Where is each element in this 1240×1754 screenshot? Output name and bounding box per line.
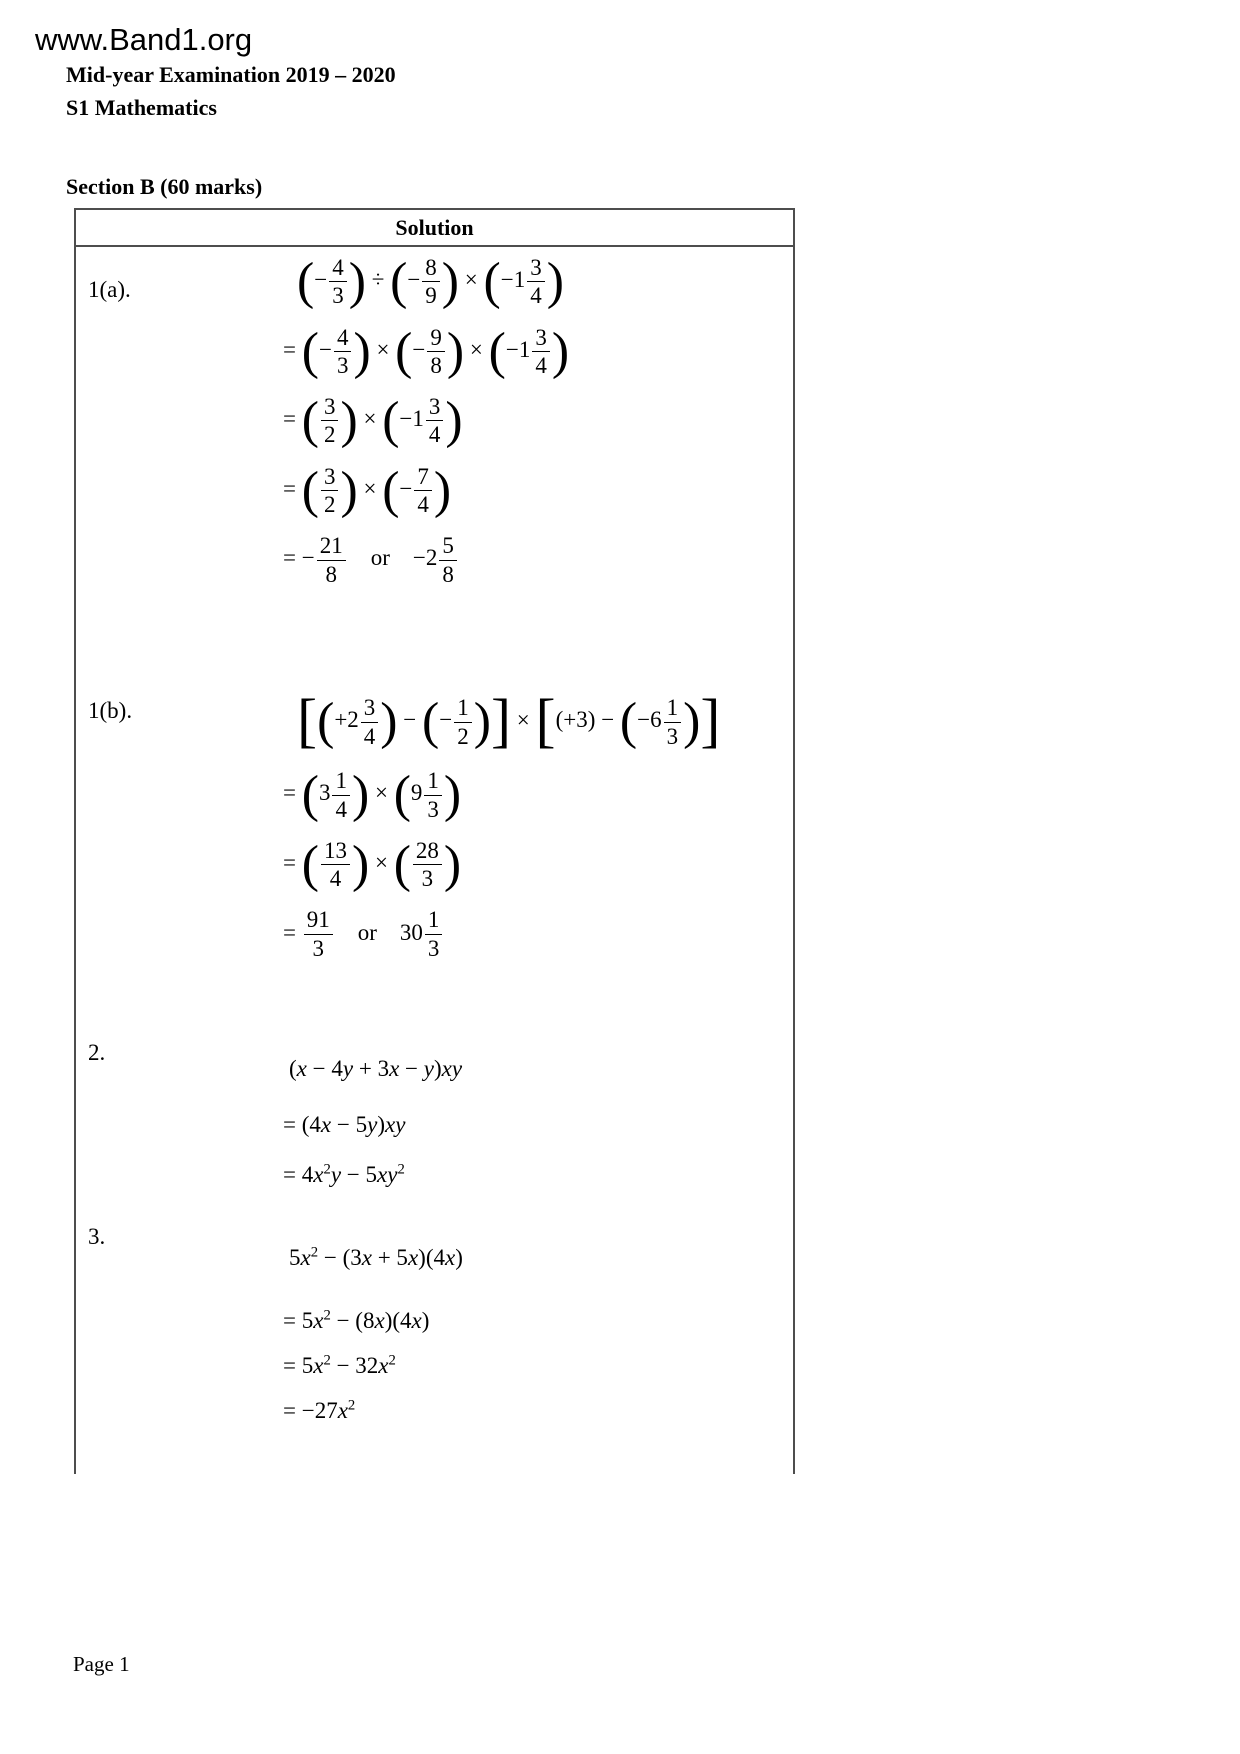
bracket: ) [683, 693, 701, 751]
bracket: ) [446, 322, 465, 380]
bracket: ] [700, 688, 721, 755]
bracket-group: (3x + 5x) [342, 1244, 426, 1270]
bracket: ) [546, 252, 564, 310]
table-row [76, 1224, 793, 1434]
bracket: ) [351, 835, 370, 893]
bracket: ) [551, 322, 570, 380]
bracket: ) [351, 766, 370, 824]
bracket: ) [340, 461, 358, 519]
bracket: ( [393, 835, 411, 893]
bracket-group [393, 835, 462, 893]
bracket: ) [433, 461, 452, 519]
math-line: = ( $\frac{13}{4}$ ) × ( $\frac{28}{3}$ ) [283, 835, 462, 893]
fraction: $\frac{21}{8}$ [317, 533, 346, 587]
fraction: $\frac{3}{4}$ [361, 695, 379, 749]
solution-table [74, 208, 795, 1474]
fraction: $\frac{3}{4}$ [527, 255, 545, 309]
bracket: ) [443, 835, 462, 893]
bracket-group: (9 $\frac{1}{3}$ ) [393, 766, 462, 824]
bracket: ( [395, 322, 413, 380]
problem-number: 1(a). [88, 277, 131, 302]
bracket: ) [353, 322, 371, 380]
math-line: [(+2 $\frac{3}{4}$ ) − (− $\frac{1}{2}$ )] × [(+3) − (−6 $\frac{1}{3}$ )] [297, 688, 721, 755]
bracket: ( [317, 693, 335, 751]
math-line: = (− $\frac{4}{3}$ ) × (− $\frac{9}{8}$ ) × (−1 $\frac{3}{4}$ ) [283, 322, 570, 380]
bracket-group: (4x) [425, 1244, 463, 1270]
solution-steps [283, 688, 793, 1040]
bracket: ) [380, 693, 398, 751]
math-line: = (3 $\frac{1}{4}$ ) × (9 $\frac{1}{3}$ ) [283, 766, 462, 824]
exam-title: Mid-year Examination 2019 – 2020 [66, 62, 396, 87]
math-line: = (4x − 5y)xy [283, 1112, 406, 1137]
bracket-group [301, 392, 358, 450]
table-row [76, 688, 793, 1040]
problem-number: 3. [88, 1224, 106, 1249]
fraction: $\frac{3}{4}$ [532, 325, 550, 379]
bracket: ( [422, 693, 440, 751]
fraction: $\frac{3}{4}$ [426, 394, 444, 448]
bracket: ( [382, 461, 400, 519]
fraction: $\frac{1}{3}$ [664, 695, 682, 749]
bracket: ( [619, 693, 638, 751]
solution-table-body [74, 247, 795, 1474]
bracket-group: (4x) [392, 1308, 430, 1334]
bracket: ) [377, 1112, 385, 1137]
bracket: ) [384, 1308, 393, 1334]
table-row [76, 1040, 793, 1224]
bracket: ) [434, 1056, 442, 1081]
table-row [76, 252, 793, 692]
bracket: ) [421, 1308, 430, 1334]
math-line: = − $\frac{21}{8}$ or −2 $\frac{5}{8}$ [283, 533, 793, 587]
bracket: ) [348, 252, 366, 310]
problem-number: 2. [88, 1040, 106, 1065]
bracket: ( [488, 322, 506, 380]
fraction: $\frac{3}{2}$ [321, 464, 339, 518]
fraction: $\frac{91}{3}$ [304, 907, 333, 961]
math-line: = $-27x^2$ [283, 1396, 356, 1423]
bracket: ) [418, 1244, 426, 1270]
bracket-group: (−1 $\frac{3}{4}$ ) [483, 252, 564, 310]
math-line: $5x^2 - (3x + 5x)(4x)$ [289, 1244, 463, 1270]
bracket-group: (− $\frac{7}{4}$ ) [382, 461, 452, 519]
fraction: $\frac{1}{2}$ [454, 695, 472, 749]
bracket: ) [455, 1244, 463, 1270]
bracket: ( [301, 461, 319, 519]
fraction: $\frac{3}{2}$ [321, 394, 339, 448]
fraction: $\frac{8}{9}$ [422, 255, 440, 309]
fraction: $\frac{5}{8}$ [439, 533, 457, 587]
math-line: = $4x^2y - 5xy^2$ [283, 1161, 405, 1187]
bracket-group [301, 461, 358, 519]
bracket: ) [473, 693, 491, 751]
site-url: www.Band1.org [35, 22, 253, 57]
bracket: ( [355, 1308, 363, 1334]
bracket-group: (− $\frac{4}{3}$ ) [297, 252, 366, 310]
fraction: $\frac{4}{3}$ [334, 325, 352, 379]
bracket: ( [301, 322, 319, 380]
fraction: $\frac{28}{3}$ [413, 838, 442, 892]
subject-title: S1 Mathematics [66, 95, 217, 120]
bracket: ( [392, 1308, 401, 1334]
bracket-group: (− $\frac{1}{2}$ ) [422, 693, 491, 751]
bracket-group: (− $\frac{9}{8}$ ) [395, 322, 465, 380]
bracket-group: [(+2 $\frac{3}{4}$ ) − (− $\frac{1}{2}$ )] [297, 688, 512, 755]
bracket: ( [301, 1112, 310, 1137]
problem-number: 1(b). [88, 698, 133, 723]
bracket: ) [441, 252, 460, 310]
solution-steps [283, 1224, 793, 1434]
solution-steps [283, 1040, 793, 1224]
bracket-group: [(+3) − (−6 $\frac{1}{3}$ )] [535, 688, 721, 755]
bracket-group [301, 835, 370, 893]
bracket: ) [443, 766, 462, 824]
bracket: ( [301, 766, 319, 824]
math-line: (x − 4y + 3x − y)xy [289, 1056, 463, 1081]
fraction: $\frac{4}{3}$ [329, 255, 347, 309]
bracket: [ [535, 688, 556, 755]
bracket-group: (− $\frac{8}{9}$ ) [390, 252, 460, 310]
bracket-group: (−1 $\frac{3}{4}$ ) [382, 392, 463, 450]
bracket: ( [342, 1244, 351, 1270]
bracket: ( [289, 1056, 297, 1081]
solution-column-header: Solution [74, 208, 795, 247]
bracket: ( [297, 252, 315, 310]
math-line: = $5x^2 - (8x)(4x)$ [283, 1307, 430, 1334]
bracket: ( [382, 392, 400, 450]
fraction: $\frac{9}{8}$ [427, 325, 445, 379]
bracket: ) [445, 392, 463, 450]
bracket: ( [555, 707, 564, 733]
math-line: (− $\frac{4}{3}$ ) ÷ (− $\frac{8}{9}$ ) × (−1 $\frac{3}{4}$ ) [297, 252, 564, 310]
bracket-group: (x − 4y + 3x − y) [289, 1056, 442, 1081]
bracket: ) [340, 392, 358, 450]
section-heading: Section B (60 marks) [66, 174, 263, 199]
bracket: ) [587, 707, 596, 733]
math-line: = ( $\frac{3}{2}$ ) × (− $\frac{7}{4}$ ) [283, 461, 452, 519]
bracket: ] [490, 688, 512, 755]
fraction: $\frac{13}{4}$ [321, 838, 350, 892]
bracket-group: (+2 $\frac{3}{4}$ ) [317, 693, 398, 751]
bracket-group: (−1 $\frac{3}{4}$ ) [488, 322, 570, 380]
bracket-group: (−6 $\frac{1}{3}$ ) [619, 693, 701, 751]
solution-steps [283, 252, 793, 692]
bracket: ( [390, 252, 408, 310]
fraction: $\frac{1}{3}$ [425, 907, 443, 961]
fraction: $\frac{1}{4}$ [332, 768, 350, 822]
fraction: $\frac{1}{3}$ [424, 768, 442, 822]
math-line: = $\frac{91}{3}$ or 30 $\frac{1}{3}$ [283, 907, 793, 961]
math-line: = $5x^2 - 32x^2$ [283, 1352, 396, 1378]
bracket: ( [301, 392, 319, 450]
bracket-group: (8x) [355, 1308, 393, 1334]
bracket: ( [425, 1244, 434, 1270]
bracket: ( [393, 766, 411, 824]
bracket: [ [297, 688, 318, 755]
bracket: ( [301, 835, 319, 893]
bracket: ( [483, 252, 501, 310]
math-line: = ( $\frac{3}{2}$ ) × (−1 $\frac{3}{4}$ ) [283, 392, 463, 450]
bracket-group: (+3) [555, 707, 596, 733]
bracket-group: (3 $\frac{1}{4}$ ) [301, 766, 370, 824]
page-number: Page 1 [73, 1652, 130, 1676]
bracket-group: (− $\frac{4}{3}$ ) [301, 322, 371, 380]
fraction: $\frac{7}{4}$ [414, 464, 432, 518]
bracket-group: (4x − 5y) [301, 1112, 385, 1137]
